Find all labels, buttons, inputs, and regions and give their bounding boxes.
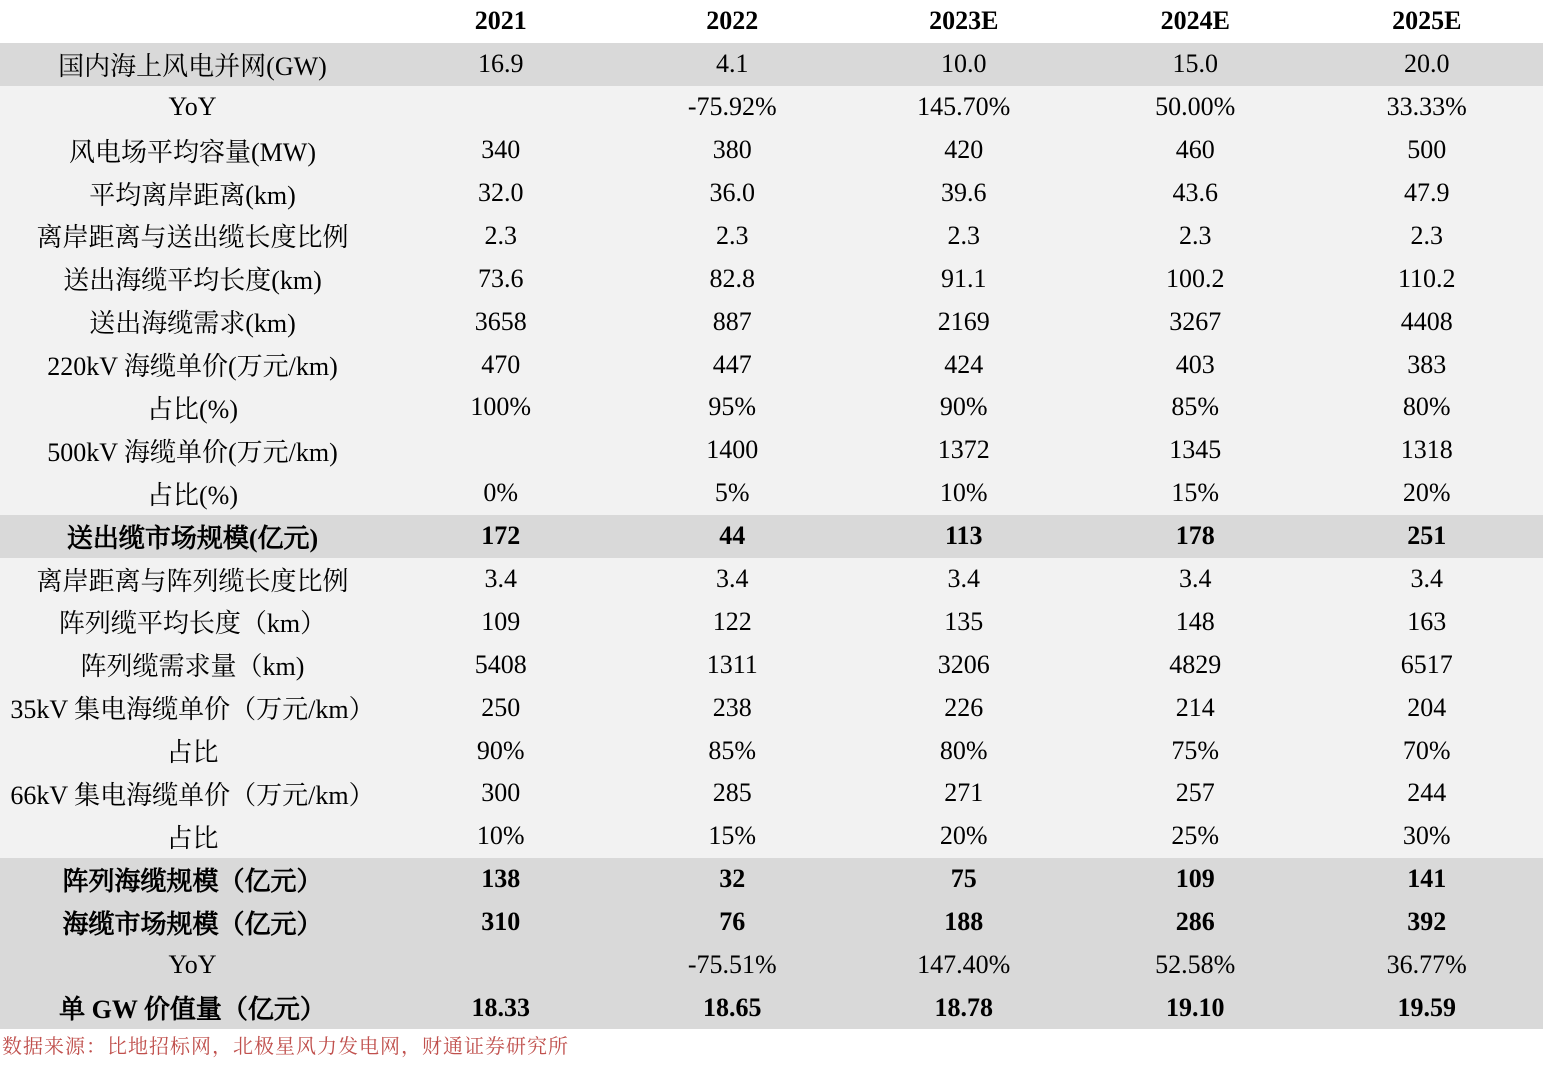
row-value: 4829 xyxy=(1169,649,1222,679)
row-value: 122 xyxy=(712,606,752,636)
row-value: 138 xyxy=(481,864,521,894)
row-value: 238 xyxy=(712,692,752,722)
row-label: 占比 xyxy=(166,738,219,768)
row-value: 32.0 xyxy=(478,178,524,207)
row-value: 2.3 xyxy=(947,220,980,250)
row-value: 36.77% xyxy=(1386,950,1467,980)
row-value: 300 xyxy=(481,778,521,808)
row-value: 30% xyxy=(1402,821,1451,851)
row-value: 1400 xyxy=(706,435,759,465)
row-value: 3.4 xyxy=(1410,564,1443,594)
row-value: 285 xyxy=(712,778,752,808)
row-value: 15% xyxy=(1171,478,1220,508)
row-value: 76 xyxy=(719,907,746,937)
table-row xyxy=(0,815,1543,858)
row-value: 73.6 xyxy=(478,263,524,293)
row-value: 3206 xyxy=(937,649,990,679)
row-label: 送出海缆需求(km) xyxy=(89,309,296,339)
row-label: 离岸距离与阵列缆长度比例 xyxy=(36,566,349,596)
row-value: 85% xyxy=(1171,392,1220,422)
row-value: 4408 xyxy=(1400,306,1453,336)
row-value: 2.3 xyxy=(716,220,749,250)
table-row xyxy=(0,515,1543,558)
row-value: 3.4 xyxy=(716,564,749,594)
row-value: 19.59 xyxy=(1397,992,1456,1022)
table-body xyxy=(0,43,1543,1029)
row-label: 阵列缆平均长度（km） xyxy=(58,609,327,639)
row-label: 阵列海缆规模（亿元） xyxy=(62,866,323,896)
source-note: 数据来源：比地招标网，北极星风力发电网，财通证券研究所 xyxy=(2,1034,569,1058)
row-value: 392 xyxy=(1407,907,1447,937)
row-value: 226 xyxy=(944,692,984,722)
row-value: 3.4 xyxy=(947,564,980,594)
header-year: 2024E xyxy=(1160,6,1230,36)
row-value: 16.9 xyxy=(478,49,524,79)
row-value: 100% xyxy=(470,392,532,422)
row-value: 141 xyxy=(1407,864,1447,894)
row-value: 113 xyxy=(944,521,983,551)
table-row xyxy=(0,986,1543,1029)
row-value: 500 xyxy=(1407,135,1447,165)
row-label: 国内海上风电并网(GW) xyxy=(58,51,327,81)
row-value: 251 xyxy=(1407,521,1447,551)
row-value: 32 xyxy=(719,864,746,894)
table-row xyxy=(0,729,1543,772)
row-value: 19.10 xyxy=(1166,992,1225,1022)
row-value: 2.3 xyxy=(1410,220,1443,250)
header-year: 2021 xyxy=(474,6,527,36)
row-value: 1318 xyxy=(1400,435,1453,465)
row-value: 15% xyxy=(708,821,757,851)
row-value: 15.0 xyxy=(1172,49,1218,79)
row-value: 172 xyxy=(481,521,521,551)
row-label: 66kV 集电海缆单价（万元/km） xyxy=(10,780,375,810)
row-value: 10% xyxy=(939,478,988,508)
row-value: 50.00% xyxy=(1155,92,1236,122)
row-value: 100.2 xyxy=(1166,263,1225,293)
row-value: 887 xyxy=(712,306,752,336)
row-value: 91.1 xyxy=(941,263,987,293)
row-value: 18.65 xyxy=(703,992,762,1022)
row-value: 147.40% xyxy=(917,950,1011,980)
row-value: 18.78 xyxy=(934,992,993,1022)
table-row xyxy=(0,944,1543,987)
row-value: 109 xyxy=(1175,864,1215,894)
row-value: 44 xyxy=(719,521,746,551)
table-row xyxy=(0,300,1543,343)
row-value: 95% xyxy=(708,392,757,422)
table-row xyxy=(0,772,1543,815)
row-value: 2.3 xyxy=(484,220,517,250)
row-value: 85% xyxy=(708,735,757,765)
row-value: 43.6 xyxy=(1172,178,1218,207)
row-value: 420 xyxy=(944,135,984,165)
row-label: 单 GW 价值量（亿元） xyxy=(59,995,326,1025)
table-row xyxy=(0,858,1543,901)
row-value: -75.51% xyxy=(687,950,777,980)
row-value: 109 xyxy=(481,606,521,636)
table-row xyxy=(0,214,1543,257)
row-value: 47.9 xyxy=(1404,178,1450,207)
row-value: 20% xyxy=(939,821,988,851)
row-label: 35kV 集电海缆单价（万元/km） xyxy=(10,695,375,725)
table-row xyxy=(0,901,1543,944)
row-value: 6517 xyxy=(1400,649,1453,679)
header-year: 2023E xyxy=(929,6,999,36)
table-row xyxy=(0,172,1543,215)
table-row xyxy=(0,386,1543,429)
row-value: 204 xyxy=(1407,692,1447,722)
row-value: 380 xyxy=(712,135,752,165)
table-row xyxy=(0,558,1543,601)
header-year: 2022 xyxy=(706,6,759,36)
row-label: 平均离岸距离(km) xyxy=(89,180,296,210)
row-value: 424 xyxy=(944,349,984,379)
row-value: 447 xyxy=(712,349,752,379)
table-row xyxy=(0,472,1543,515)
row-value: 75 xyxy=(950,864,977,894)
row-label: 风电场平均容量(MW) xyxy=(69,137,316,167)
row-value: 188 xyxy=(944,907,984,937)
row-value: 244 xyxy=(1407,778,1447,808)
row-label: 500kV 海缆单价(万元/km) xyxy=(47,437,338,467)
row-value: 286 xyxy=(1175,907,1215,937)
row-value: 1372 xyxy=(937,435,990,465)
table-row xyxy=(0,257,1543,300)
row-value: 0% xyxy=(483,478,519,508)
row-value: 383 xyxy=(1407,349,1447,379)
row-value: 70% xyxy=(1402,735,1451,765)
table-row xyxy=(0,129,1543,172)
row-value: 18.33 xyxy=(471,992,530,1022)
row-value: 403 xyxy=(1175,349,1215,379)
row-value: 3658 xyxy=(474,306,527,336)
row-value: 90% xyxy=(939,392,988,422)
row-value: 214 xyxy=(1175,692,1215,722)
row-value: 340 xyxy=(481,135,521,165)
row-value: 470 xyxy=(481,349,521,379)
table-row xyxy=(0,43,1543,86)
row-value: 163 xyxy=(1407,606,1447,636)
row-label: YoY xyxy=(168,92,217,122)
row-value: 5408 xyxy=(474,649,527,679)
table-row xyxy=(0,429,1543,472)
row-value: 20.0 xyxy=(1404,49,1450,79)
row-value: 1345 xyxy=(1169,435,1222,465)
row-value: 36.0 xyxy=(709,178,755,207)
row-value: 90% xyxy=(476,735,525,765)
row-value: 39.6 xyxy=(941,178,987,207)
row-value: 178 xyxy=(1175,521,1215,551)
row-value: 5% xyxy=(714,478,750,508)
row-value: 3267 xyxy=(1169,306,1222,336)
row-value: 82.8 xyxy=(709,263,755,293)
row-label: 占比(%) xyxy=(147,394,238,424)
row-value: 52.58% xyxy=(1155,950,1236,980)
row-value: 10.0 xyxy=(941,49,987,79)
row-label: YoY xyxy=(168,950,217,980)
row-value: 310 xyxy=(481,907,521,937)
row-value: 1311 xyxy=(706,649,758,679)
row-value: 460 xyxy=(1175,135,1215,165)
row-value: 3.4 xyxy=(1179,564,1212,594)
table-row xyxy=(0,686,1543,729)
row-value: -75.92% xyxy=(687,92,777,122)
table-row xyxy=(0,600,1543,643)
row-label: 占比(%) xyxy=(147,480,238,510)
row-value: 80% xyxy=(939,735,988,765)
row-value: 148 xyxy=(1175,606,1215,636)
row-value: 145.70% xyxy=(917,92,1011,122)
header-row xyxy=(0,0,1543,43)
table-row xyxy=(0,86,1543,129)
row-label: 220kV 海缆单价(万元/km) xyxy=(47,352,338,382)
row-value: 25% xyxy=(1171,821,1220,851)
row-value: 33.33% xyxy=(1386,92,1467,122)
row-value: 2169 xyxy=(937,306,990,336)
row-value: 2.3 xyxy=(1179,220,1212,250)
row-label: 海缆市场规模（亿元） xyxy=(62,909,323,939)
row-value: 80% xyxy=(1402,392,1451,422)
row-value: 271 xyxy=(944,778,984,808)
row-value: 257 xyxy=(1175,778,1215,808)
table-row xyxy=(0,643,1543,686)
row-label: 离岸距离与送出缆长度比例 xyxy=(36,223,349,253)
row-value: 10% xyxy=(476,821,525,851)
row-label: 送出缆市场规模(亿元) xyxy=(66,523,319,553)
row-label: 占比 xyxy=(166,823,219,853)
row-value: 110.2 xyxy=(1397,263,1456,293)
row-value: 75% xyxy=(1171,735,1220,765)
row-value: 3.4 xyxy=(484,564,517,594)
header-year: 2025E xyxy=(1392,6,1462,36)
table-row xyxy=(0,343,1543,386)
row-value: 250 xyxy=(481,692,521,722)
row-label: 阵列缆需求量（km) xyxy=(80,652,305,682)
row-label: 送出海缆平均长度(km) xyxy=(63,266,322,296)
row-value: 20% xyxy=(1402,478,1451,508)
row-value: 4.1 xyxy=(716,49,749,79)
row-value: 135 xyxy=(944,606,984,636)
